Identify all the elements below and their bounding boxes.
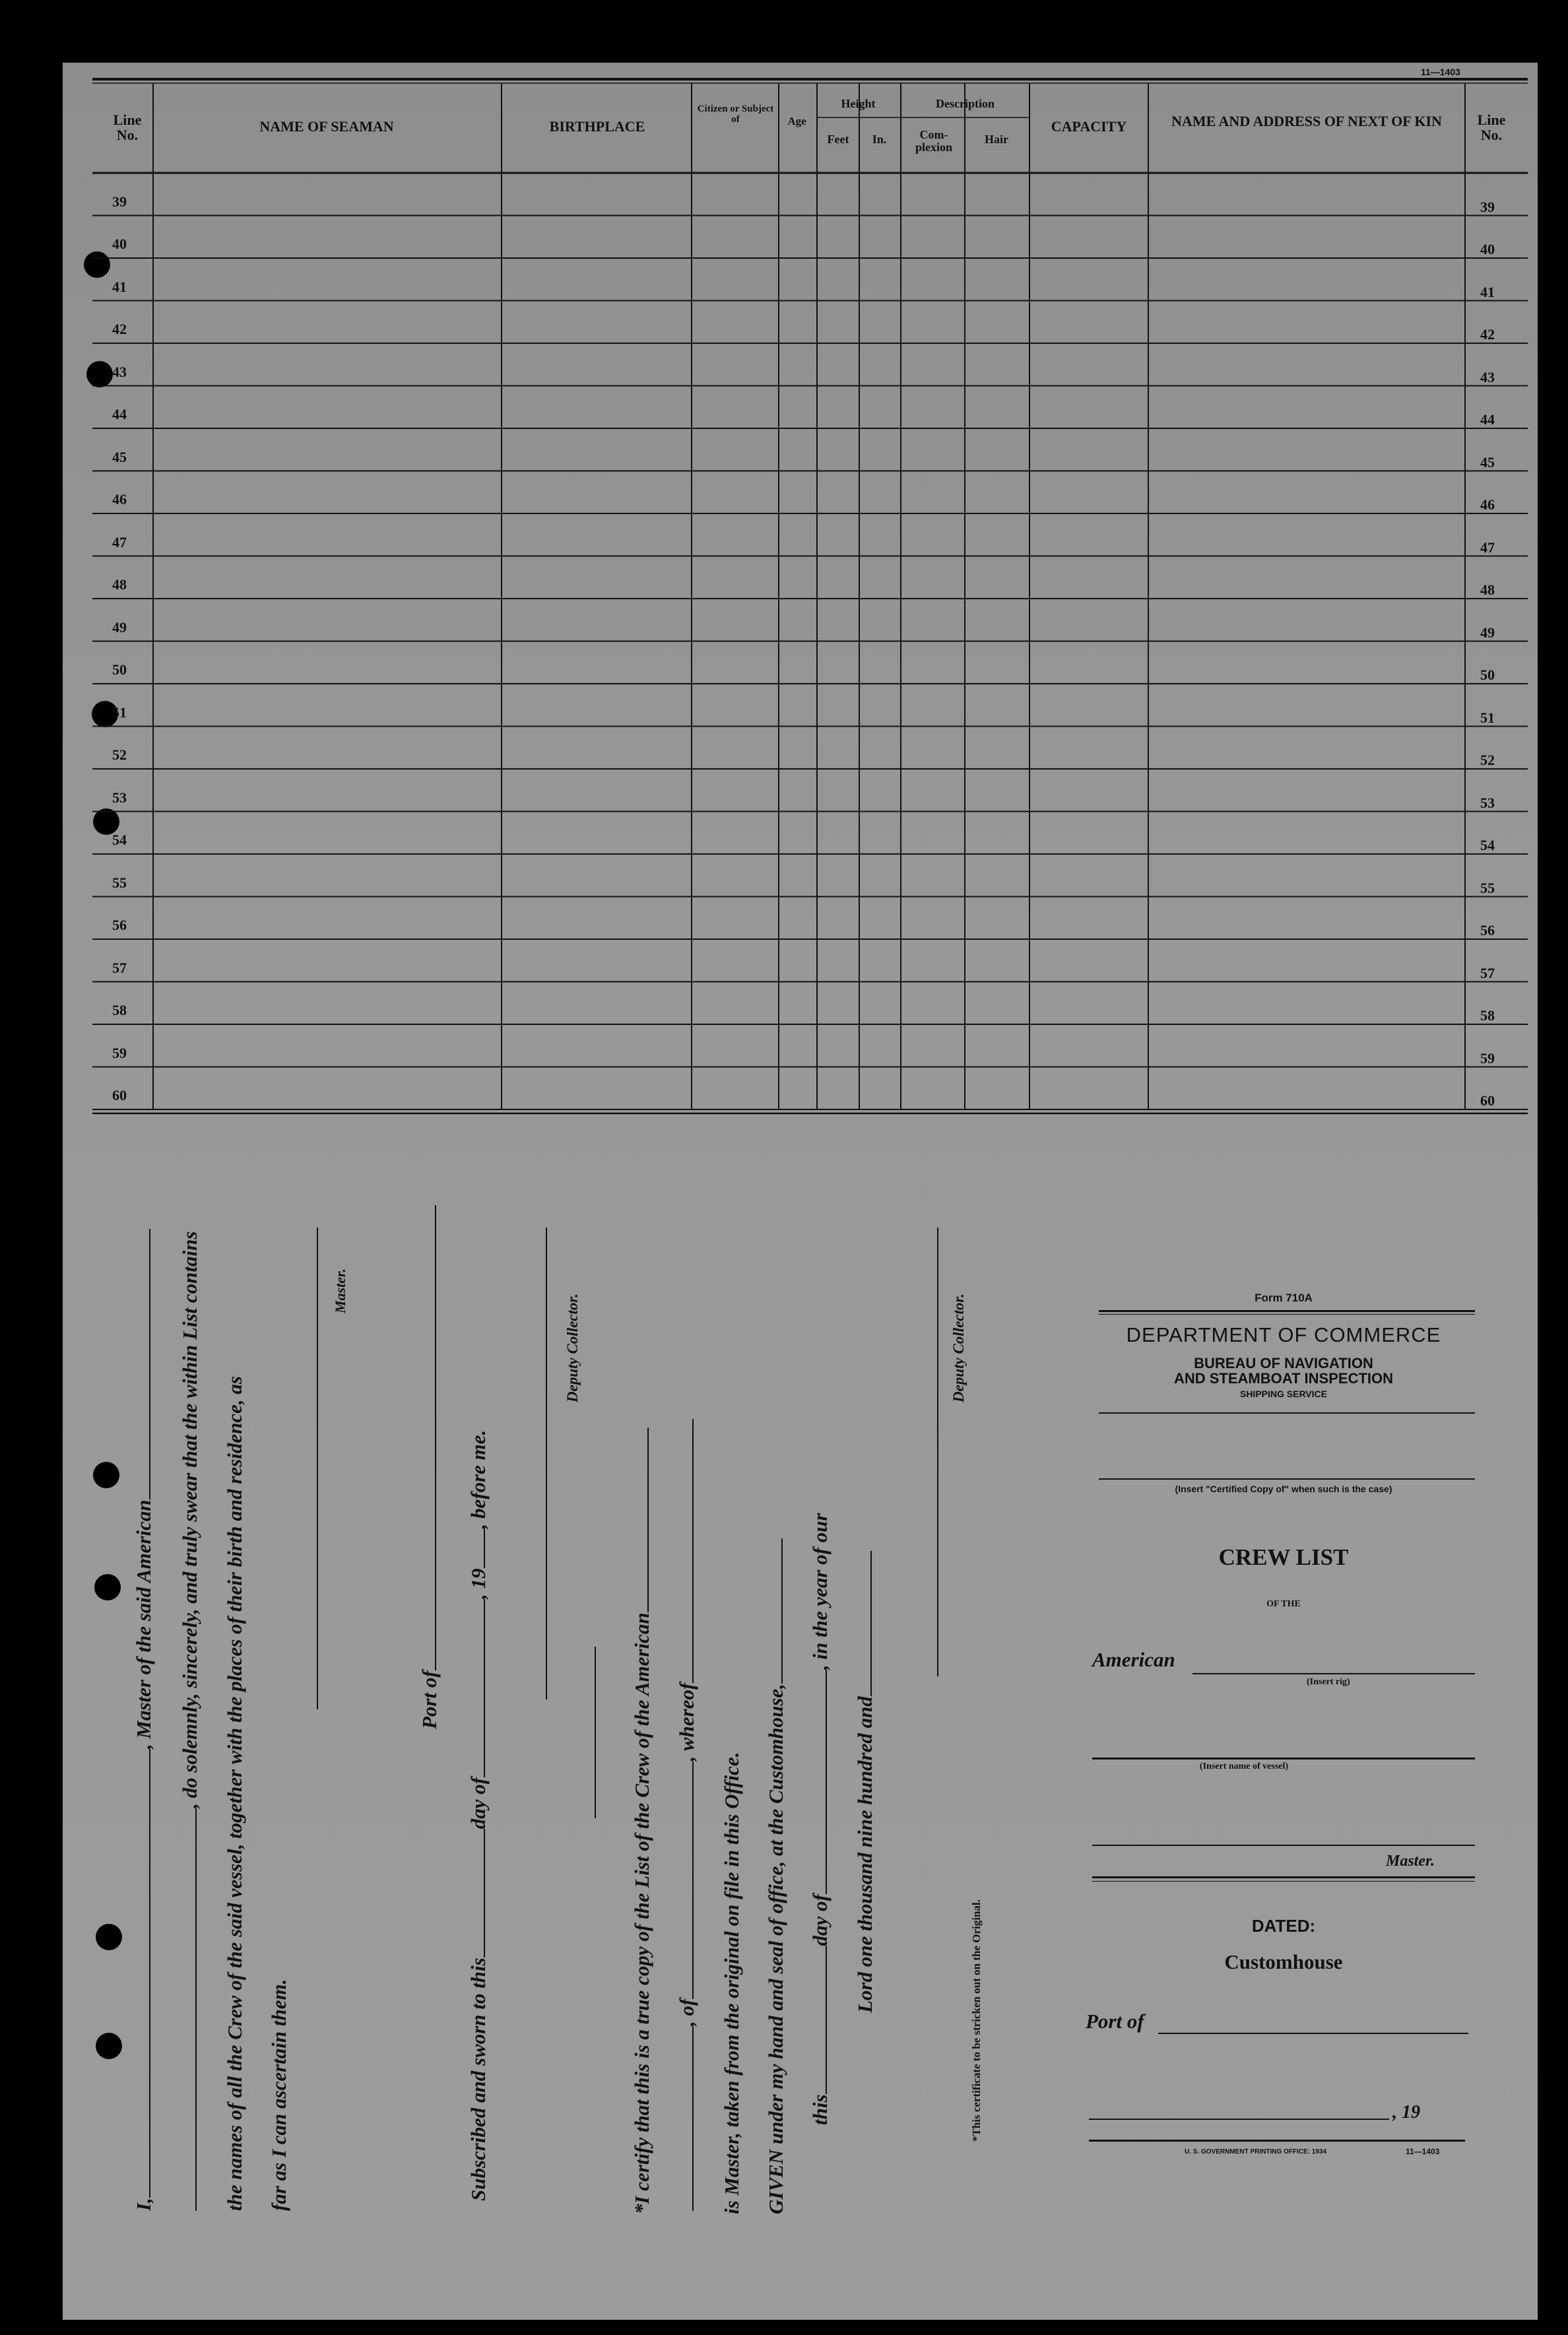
certificate-footnote: *This certificate to be stricken out on the Original. <box>970 1899 983 2142</box>
line-number-right: 43 <box>1480 368 1495 385</box>
document-sheet <box>63 63 1538 2320</box>
line-number-right: 47 <box>1480 539 1495 556</box>
month-blank[interactable] <box>469 1599 485 1777</box>
crew-row[interactable] <box>153 1069 1465 1109</box>
certificate-line-2 <box>675 1419 699 2211</box>
punch-hole <box>94 1574 121 1600</box>
vessel-name-blank[interactable] <box>135 1229 150 1499</box>
certificate-line-5 <box>808 1513 832 2125</box>
punch-hole <box>96 2033 122 2059</box>
this-text: this <box>808 2094 832 2125</box>
line-number-right: 41 <box>1480 283 1495 300</box>
cover-year-label: , 19 <box>1392 2102 1420 2122</box>
line-number: 45 <box>112 448 127 465</box>
line-number: 48 <box>112 576 127 593</box>
oath-line-2 <box>178 1232 202 2211</box>
cert-deputy-collector: Deputy Collector. <box>950 1294 967 1402</box>
capacity-header: CAPACITY <box>1051 118 1127 135</box>
line-no-header: Line No. <box>113 112 142 144</box>
line-number: 41 <box>112 278 127 295</box>
dated-label: DATED: <box>1251 1916 1316 1936</box>
day-blank[interactable] <box>469 1829 485 1957</box>
oath-swear: , do solemnly, sincerely, and truly swear that the within List contains <box>178 1231 201 1808</box>
citizen-header: Citizen or Subject of <box>697 104 774 125</box>
cert-day-of-text: day of <box>808 1894 832 1946</box>
cert-vessel-blank[interactable] <box>633 1428 649 1612</box>
form-number: Form 710A <box>1255 1292 1313 1304</box>
line-number-right: 39 <box>1480 198 1495 215</box>
next-of-kin-header: NAME AND ADDRESS OF NEXT OF KIN <box>1171 113 1442 129</box>
line-number: 59 <box>112 1044 127 1061</box>
oath-names: the names of all the Crew of the said vessel, together with the places of their birth and residence, as <box>223 1376 246 2211</box>
line-no-right-header: Line No. <box>1477 112 1506 144</box>
crew-row[interactable] <box>153 430 1465 470</box>
crew-row[interactable] <box>153 940 1465 981</box>
certify-text: *I certify that this is a true copy of the List of the Crew of the American <box>630 1612 653 2214</box>
cover-rule-3b <box>1092 1881 1475 1882</box>
oath-master-label: Master. <box>332 1268 348 1313</box>
line-number: 60 <box>112 1087 127 1103</box>
cert-day-blank[interactable] <box>811 1946 827 2094</box>
cert-vessel-blank-2[interactable] <box>678 2026 694 2211</box>
printer-imprint: U. S. GOVERNMENT PRINTING OFFICE: 1934 <box>1185 2148 1327 2155</box>
vessel-blank-2[interactable] <box>181 1808 197 2211</box>
year-19-text: , 19 <box>467 1568 490 1599</box>
crew-row[interactable] <box>153 558 1465 598</box>
year-blank[interactable] <box>469 1529 485 1568</box>
crew-row[interactable] <box>153 898 1465 938</box>
table-grid <box>92 79 1528 1122</box>
line-number: 58 <box>112 1002 127 1018</box>
punch-hole <box>96 1924 122 1950</box>
separator-short-line <box>595 1647 596 1818</box>
line-number-right: 54 <box>1480 837 1495 853</box>
line-number-right: 60 <box>1480 1092 1495 1109</box>
line-number-right: 40 <box>1480 241 1495 257</box>
crew-list-title: CREW LIST <box>1218 1544 1349 1570</box>
master-blank-cover[interactable] <box>1092 1845 1475 1846</box>
oath-port-of: Port of <box>418 1670 441 1729</box>
line-number-right: 52 <box>1480 752 1495 768</box>
line-number: 49 <box>112 618 127 636</box>
crew-row[interactable] <box>153 259 1465 300</box>
deputy-signature-line-1[interactable] <box>546 1228 547 1699</box>
line-number: 53 <box>112 789 127 806</box>
line-number-right: 50 <box>1480 667 1495 683</box>
crew-row[interactable] <box>153 855 1465 896</box>
crew-row[interactable] <box>153 685 1465 725</box>
is-master-text: is Master, taken from the original on file in this Office. <box>720 1752 743 2214</box>
crew-row[interactable] <box>153 983 1465 1024</box>
cover-master-label: Master. <box>1386 1853 1435 1870</box>
cover-top-rule-2 <box>1099 1314 1475 1315</box>
line-number: 44 <box>112 406 127 422</box>
oath-line-4 <box>267 1979 291 2211</box>
cover-date-blank[interactable] <box>1089 2119 1389 2120</box>
deputy-signature-line-2[interactable] <box>937 1228 938 1676</box>
line-number-right: 58 <box>1480 1007 1495 1024</box>
certificate-line-3 <box>720 1752 744 2214</box>
line-number-right: 49 <box>1480 624 1495 641</box>
oath-line-1 <box>132 1229 156 2211</box>
line-number: 46 <box>112 491 127 508</box>
line-number-right: 46 <box>1480 496 1495 513</box>
line-number: 55 <box>112 874 127 891</box>
vessel-name-blank-cover[interactable] <box>1092 1758 1475 1759</box>
oath-line-3 <box>223 1376 247 2211</box>
line-number: 43 <box>112 363 127 380</box>
subscribed-text: Subscribed and sworn to this <box>467 1957 490 2201</box>
given-text: GIVEN under my hand and seal of office, at the Customhouse, <box>764 1684 787 2214</box>
line-number-right: 53 <box>1480 794 1495 811</box>
rig-blank[interactable] <box>1192 1673 1475 1674</box>
cover-rule-2 <box>1099 1412 1475 1414</box>
line-number-right: 56 <box>1480 922 1495 938</box>
crew-row[interactable] <box>153 345 1465 385</box>
line-number-right: 45 <box>1480 453 1495 471</box>
cover-port-blank[interactable] <box>1158 2033 1468 2034</box>
certificate-line-4 <box>764 1538 788 2214</box>
line-number: 40 <box>112 236 127 252</box>
oath-i: I, <box>132 2198 155 2211</box>
master-name-blank[interactable] <box>135 1749 150 2198</box>
line-number-right: 55 <box>1480 879 1495 896</box>
american-label: American <box>1092 1648 1175 1671</box>
crew-row[interactable] <box>153 302 1465 343</box>
oath-master-of: , Master of the said American <box>132 1499 155 1750</box>
line-number: 47 <box>112 533 127 550</box>
oath-deputy-collector: Deputy Collector. <box>564 1294 581 1402</box>
insert-rig-note: (Insert rig) <box>1307 1677 1350 1687</box>
line-number: 56 <box>112 917 127 933</box>
line-number: 51 <box>112 704 127 721</box>
name-of-seaman-header: NAME OF SEAMAN <box>259 118 394 135</box>
feet-header: Feet <box>827 133 849 146</box>
certified-copy-blank[interactable] <box>1099 1478 1475 1480</box>
line-number-right: 48 <box>1480 581 1495 598</box>
port-blank[interactable] <box>420 1205 436 1670</box>
year-of-our-text: , in the year of our <box>808 1513 832 1670</box>
description-header: Description <box>936 97 995 110</box>
height-header: Height <box>841 97 876 110</box>
line-number: 52 <box>112 746 127 763</box>
subscribed-line <box>467 1430 490 2201</box>
lord-text: Lord one thousand nine hundred and <box>853 1696 876 2013</box>
oath-ascertain: far as I can ascertain them. <box>267 1979 290 2211</box>
certificate-line-1 <box>630 1428 654 2214</box>
shipping-service: SHIPPING SERVICE <box>1239 1389 1327 1399</box>
birthplace-header: BIRTHPLACE <box>549 118 645 135</box>
crew-row[interactable] <box>153 643 1465 683</box>
form-code: 11—1403 <box>1421 67 1460 77</box>
line-number-right: 59 <box>1480 1049 1495 1067</box>
line-number: 39 <box>112 193 127 210</box>
inches-header: In. <box>872 133 887 146</box>
crew-row[interactable] <box>153 473 1465 513</box>
before-me-text: , before me. <box>467 1430 490 1529</box>
bureau-line-2: AND STEAMBOAT INSPECTION <box>1173 1370 1394 1387</box>
of-the-label: OF THE <box>1266 1599 1301 1609</box>
line-number-right: 42 <box>1480 326 1495 343</box>
crew-row[interactable] <box>153 813 1465 853</box>
port-of-line <box>418 1205 441 1729</box>
master-signature-line[interactable] <box>317 1228 318 1709</box>
cover-rule-3 <box>1092 1876 1475 1878</box>
customhouse-blank[interactable] <box>767 1538 783 1684</box>
crew-row[interactable] <box>153 217 1465 257</box>
crew-row[interactable] <box>153 600 1465 640</box>
whereof-text: , whereof <box>675 1682 698 1761</box>
line-number-right: 51 <box>1480 709 1495 726</box>
crew-row[interactable] <box>153 174 1465 214</box>
certified-copy-note: (Insert "Certified Copy of" when such is the case) <box>1175 1484 1392 1494</box>
line-number: 42 <box>112 321 127 337</box>
of-text: , of <box>675 1998 698 2026</box>
crew-row[interactable] <box>153 1026 1465 1066</box>
cert-year-blank[interactable] <box>856 1551 872 1696</box>
line-number: 54 <box>112 832 127 848</box>
crew-table <box>92 79 1528 1122</box>
hair-header: Hair <box>985 133 1008 146</box>
printer-code: 11—1403 <box>1406 2147 1440 2156</box>
cover-top-rule <box>1099 1310 1475 1312</box>
punch-hole <box>93 1462 119 1488</box>
crew-row[interactable] <box>153 728 1465 768</box>
cover-bottom-rule <box>1089 2140 1465 2142</box>
line-number-right: 44 <box>1480 411 1495 428</box>
crew-row[interactable] <box>153 515 1465 555</box>
crew-row[interactable] <box>153 387 1465 428</box>
customhouse-label: Customhouse <box>1224 1950 1343 1973</box>
cert-port-blank[interactable] <box>678 1761 694 1999</box>
line-number: 57 <box>112 959 127 976</box>
insert-vessel-note: (Insert name of vessel) <box>1199 1761 1289 1771</box>
day-of-text: day of <box>467 1777 490 1829</box>
certificate-line-6 <box>853 1551 877 2013</box>
age-header: Age <box>787 115 806 127</box>
bureau-line-1: BUREAU OF NAVIGATION <box>1194 1355 1373 1371</box>
department-title: DEPARTMENT OF COMMERCE <box>1126 1323 1441 1346</box>
line-number-right: 57 <box>1480 964 1495 981</box>
cover-port-of-label: Port of <box>1086 2010 1144 2033</box>
line-number: 50 <box>112 661 127 678</box>
complexion-header: Com- plexion <box>915 128 952 154</box>
cert-master-blank[interactable] <box>678 1419 694 1683</box>
cert-month-blank[interactable] <box>811 1670 827 1894</box>
crew-row[interactable] <box>153 770 1465 810</box>
